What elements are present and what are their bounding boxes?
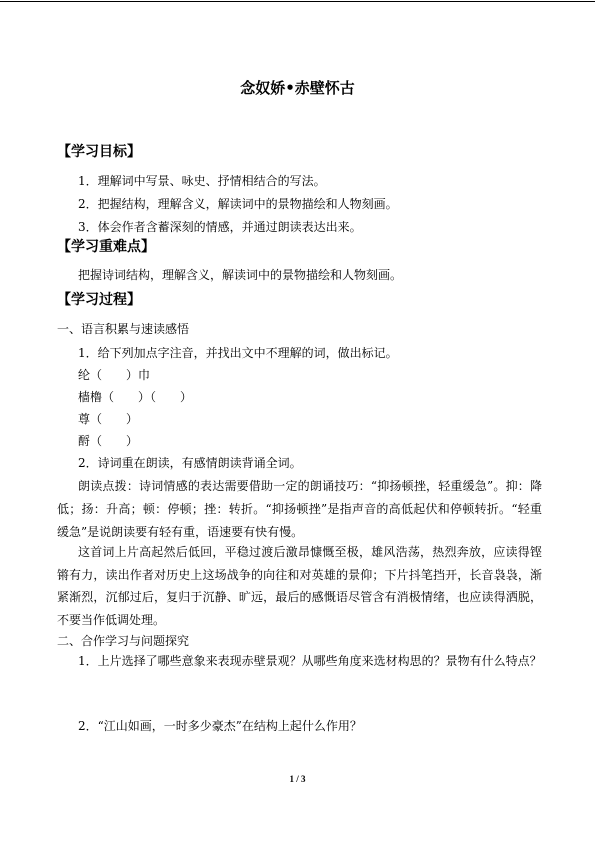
pinyin-item: 尊（ ） bbox=[78, 412, 139, 426]
page-title: 念奴娇•赤壁怀古 bbox=[240, 79, 355, 97]
process-heading: 【学习过程】 bbox=[57, 292, 141, 308]
page-number: 1 / 3 bbox=[289, 774, 306, 784]
section1-question-2: 2．诗词重在朗读，有感情朗读背诵全词。 bbox=[78, 456, 302, 470]
goal-item: 2．把握结构，理解含义，解读词中的景物描绘和人物刻画。 bbox=[78, 197, 398, 211]
goals-heading: 【学习目标】 bbox=[57, 144, 141, 160]
section2-title: 二、合作学习与问题探究 bbox=[57, 634, 190, 648]
section2-question-1: 1．上片选择了哪些意象来表现赤壁景观？从哪些角度来选材构思的？景物有什么特点？ bbox=[78, 654, 542, 668]
goal-item: 1．理解词中写景、咏史、抒情相结合的写法。 bbox=[78, 174, 326, 188]
pinyin-item: 酹（ ） bbox=[78, 434, 139, 448]
pinyin-list bbox=[57, 364, 542, 452]
section1-title: 一、语言积累与速读感悟 bbox=[57, 322, 190, 336]
top-rule bbox=[0, 1, 595, 2]
pinyin-item: 纶（ ）巾 bbox=[78, 368, 151, 382]
key-points-text: 把握诗词结构，理解含义，解读词中的景物描绘和人物刻画。 bbox=[78, 268, 403, 282]
pinyin-item: 樯橹（ ）（ ） bbox=[78, 390, 193, 404]
reading-tip-paragraph: 朗读点拨：诗词情感的表达需要借助一定的朗诵技巧：“抑扬顿挫，轻重缓急”。抑：降低；扬：升高；顿：停顿；挫：转折。“抑扬顿挫”是指声音的高低起伏和停顿转折。“轻重缓急”是说朗读要有轻有重，语速要有快有慢。 bbox=[57, 479, 542, 539]
goal-item: 3．体会作者含蓄深刻的情感，并通过朗读表达出来。 bbox=[78, 220, 362, 234]
section2-question-2: 2．“江山如画，一时多少豪杰”在结构上起什么作用？ bbox=[78, 719, 362, 733]
section1-question-1: 1．给下列加点字注音，并找出文中不理解的词，做出标记。 bbox=[78, 346, 398, 360]
analysis-paragraph: 这首词上片高起然后低回，平稳过渡后激昂慷慨至极，雄风浩荡，热烈奔放，应读得铿锵有力，读出作者对历史上这场战争的向往和对英雄的景仰；下片抖笔挡开，长音袅袅，渐紧渐烈，沉郁过后，复归于沉静、旷远，最后的感慨语尽管含有消极情绪，也应读得洒脱，不要当作低调处理。 bbox=[57, 545, 542, 627]
goals-list bbox=[57, 170, 542, 239]
key-points-heading: 【学习重难点】 bbox=[57, 239, 155, 255]
